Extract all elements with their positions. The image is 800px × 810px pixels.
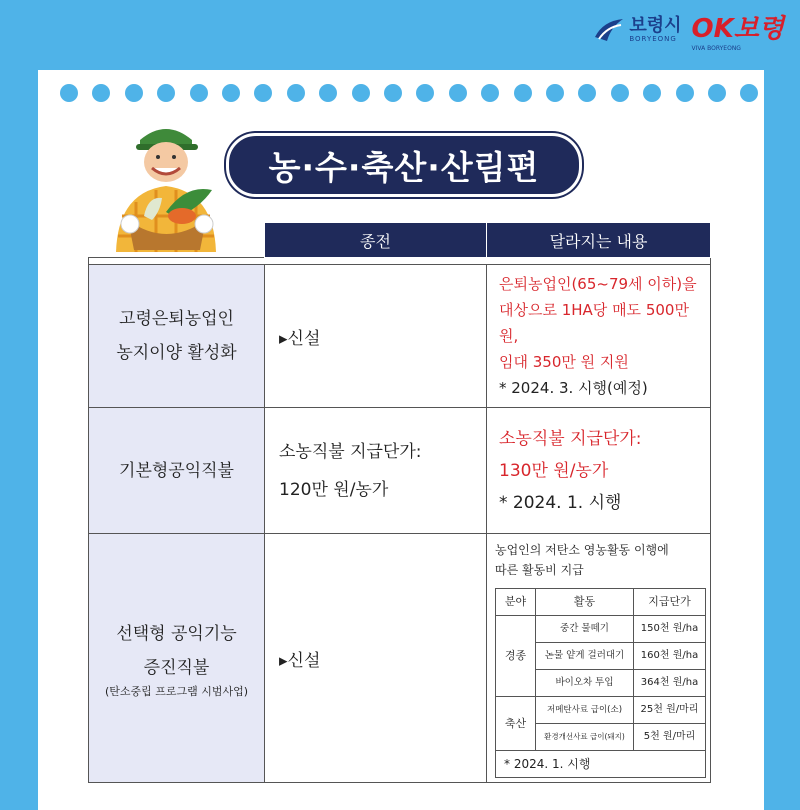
ok-brand-sub: VIVA BORYEONG (691, 45, 741, 52)
row-label-line: 농지이양 활성화 (116, 343, 237, 363)
new-value (487, 534, 711, 783)
binder-holes (38, 70, 764, 110)
binder-hole (125, 84, 143, 102)
binder-hole (287, 84, 305, 102)
binder-hole (514, 84, 532, 102)
field-cell: 경종 (496, 616, 536, 697)
binder-hole (60, 84, 78, 102)
row-label-small: (탄소중립 프로그램 시범사업) (104, 685, 249, 698)
binder-hole (319, 84, 337, 102)
binder-hole (384, 84, 402, 102)
rate-cell: 150천 원/ha (634, 616, 706, 643)
sub-header: 분야 (496, 589, 536, 616)
binder-hole (676, 84, 694, 102)
binder-hole (740, 84, 758, 102)
activity-cell: 바이오차 투입 (536, 670, 634, 697)
activity-cell: 중간 물떼기 (536, 616, 634, 643)
binder-hole (416, 84, 434, 102)
binder-hole (546, 84, 564, 102)
effective-date-note: * 2024. 1. 시행 (499, 492, 622, 513)
table-row (89, 534, 711, 783)
row-label-line: 선택형 공익기능 (116, 624, 237, 644)
previous-value: ▸신설 (265, 265, 487, 408)
binder-hole (190, 84, 208, 102)
row-label-line: 고령은퇴농업인 (119, 309, 234, 329)
activity-cell: 저메탄사료 급이(소) (536, 697, 634, 724)
sub-note-row (496, 751, 706, 778)
row-label (89, 408, 265, 534)
new-value-line: 임대 350만 원 지원 (499, 353, 629, 371)
header-changes: 달라지는 내용 (487, 223, 711, 258)
rate-cell: 25천 원/마리 (634, 697, 706, 724)
binder-hole (92, 84, 110, 102)
table-row (89, 265, 711, 408)
row-label (89, 534, 265, 783)
binder-hole (578, 84, 596, 102)
new-value-line: 130만 원/농가 (499, 460, 609, 481)
binder-hole (449, 84, 467, 102)
new-value-line: 대상으로 1HA당 매도 500만 원, (499, 301, 689, 345)
binder-hole (222, 84, 240, 102)
policy-table (88, 222, 711, 783)
row-label-line: 증진직불 (143, 658, 210, 678)
boryeong-city-logo (593, 17, 681, 43)
binder-hole (254, 84, 272, 102)
binder-hole (481, 84, 499, 102)
city-name: 보령시 (629, 15, 682, 36)
sub-row (496, 697, 706, 724)
sub-row (496, 616, 706, 643)
table-header-row (89, 223, 711, 258)
binder-hole (643, 84, 661, 102)
header-previous: 종전 (265, 223, 487, 258)
header-logos (593, 8, 784, 52)
previous-value-line: 소농직불 지급단가: (279, 441, 422, 462)
effective-date-note: * 2024. 1. 시행 (496, 751, 706, 778)
binder-hole (352, 84, 370, 102)
sub-header: 활동 (536, 589, 634, 616)
rate-cell: 364천 원/ha (634, 670, 706, 697)
activity-cell: 논물 얕게 걸러대기 (536, 643, 634, 670)
header-empty (89, 223, 265, 258)
rate-cell: 160천 원/ha (634, 643, 706, 670)
table-row (89, 408, 711, 534)
ok-brand: OK보령 (691, 14, 784, 44)
previous-value: ▸신설 (265, 534, 487, 783)
new-value (487, 408, 711, 534)
new-intro-line: 따른 활동비 지급 (495, 563, 584, 577)
sub-header: 지급단가 (634, 589, 706, 616)
page-title: 농·수·축산·산림편 (226, 133, 582, 197)
rate-cell: 5천 원/마리 (634, 724, 706, 751)
new-value-line: 은퇴농업인(65~79세 이하)을 (499, 275, 697, 293)
wave-emblem-icon (593, 17, 625, 43)
previous-value (265, 408, 487, 534)
ok-boryeong-logo (692, 8, 784, 52)
binder-hole (611, 84, 629, 102)
activity-cell: 환경개선사료 급이(돼지) (536, 724, 634, 751)
new-value-line: 소농직불 지급단가: (499, 428, 642, 449)
activity-rate-table (495, 588, 706, 778)
new-intro-line: 농업인의 저탄소 영농활동 이행에 (495, 543, 669, 557)
binder-hole (157, 84, 175, 102)
row-label-line: 기본형공익직불 (119, 460, 234, 481)
city-sub: BORYEONG (629, 35, 677, 43)
effective-date-note: * 2024. 3. 시행(예정) (499, 379, 648, 397)
previous-value-line: 120만 원/농가 (279, 479, 389, 500)
binder-hole (708, 84, 726, 102)
new-value (487, 265, 711, 408)
row-label (89, 265, 265, 408)
sub-header-row (496, 589, 706, 616)
field-cell: 축산 (496, 697, 536, 751)
